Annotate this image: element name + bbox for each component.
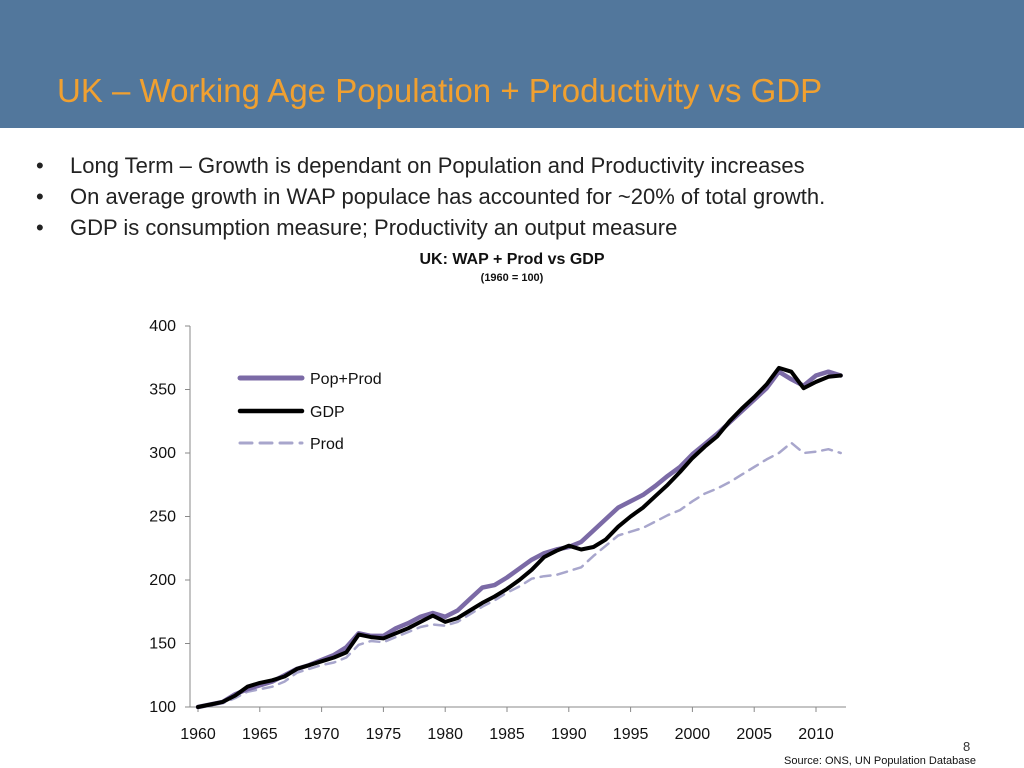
y-tick-label: 100 bbox=[149, 699, 176, 716]
bullet-text: Long Term – Growth is dependant on Population and Productivity increases bbox=[70, 153, 805, 178]
legend-label: Prod bbox=[310, 436, 344, 453]
x-tick-label: 2000 bbox=[674, 726, 711, 743]
bullet-text: GDP is consumption measure; Productivity an output measure bbox=[70, 215, 678, 240]
legend-label: GDP bbox=[310, 404, 345, 421]
x-tick-label: 1990 bbox=[551, 726, 587, 743]
x-tick-label: 1980 bbox=[427, 726, 463, 743]
bullet-dot: • bbox=[36, 184, 44, 209]
legend-label: Pop+Prod bbox=[310, 371, 382, 388]
y-tick-label: 250 bbox=[149, 508, 176, 526]
y-tick-label: 350 bbox=[149, 381, 176, 399]
source-note: Source: ONS, UN Population Database bbox=[784, 755, 976, 767]
x-tick-label: 1995 bbox=[612, 726, 649, 743]
x-tick-label: 1965 bbox=[242, 726, 278, 743]
series-line-pop-prod bbox=[198, 372, 841, 707]
x-tick-label: 1960 bbox=[180, 726, 216, 743]
y-tick-label: 400 bbox=[149, 318, 176, 335]
series-line-gdp bbox=[198, 368, 841, 707]
y-tick-label: 300 bbox=[149, 445, 176, 462]
x-tick-label: 2005 bbox=[736, 726, 772, 743]
bullet-dot: • bbox=[36, 153, 44, 178]
chart-title: UK: WAP + Prod vs GDP bbox=[419, 251, 605, 268]
bullet-text: On average growth in WAP populace has accounted for ~20% of total growth. bbox=[70, 184, 826, 209]
x-tick-label: 1975 bbox=[365, 726, 402, 743]
y-tick-label: 200 bbox=[149, 572, 176, 589]
x-tick-label: 2010 bbox=[798, 726, 834, 743]
slide-title: UK – Working Age Population + Productivity vs GDP bbox=[57, 72, 823, 109]
series-line-prod bbox=[198, 443, 841, 707]
page-number: 8 bbox=[963, 739, 971, 754]
bullet-dot: • bbox=[36, 215, 44, 240]
y-tick-label: 150 bbox=[149, 635, 176, 653]
chart-subtitle: (1960 = 100) bbox=[480, 272, 544, 284]
x-tick-label: 1985 bbox=[489, 726, 525, 743]
x-tick-label: 1970 bbox=[303, 726, 340, 743]
